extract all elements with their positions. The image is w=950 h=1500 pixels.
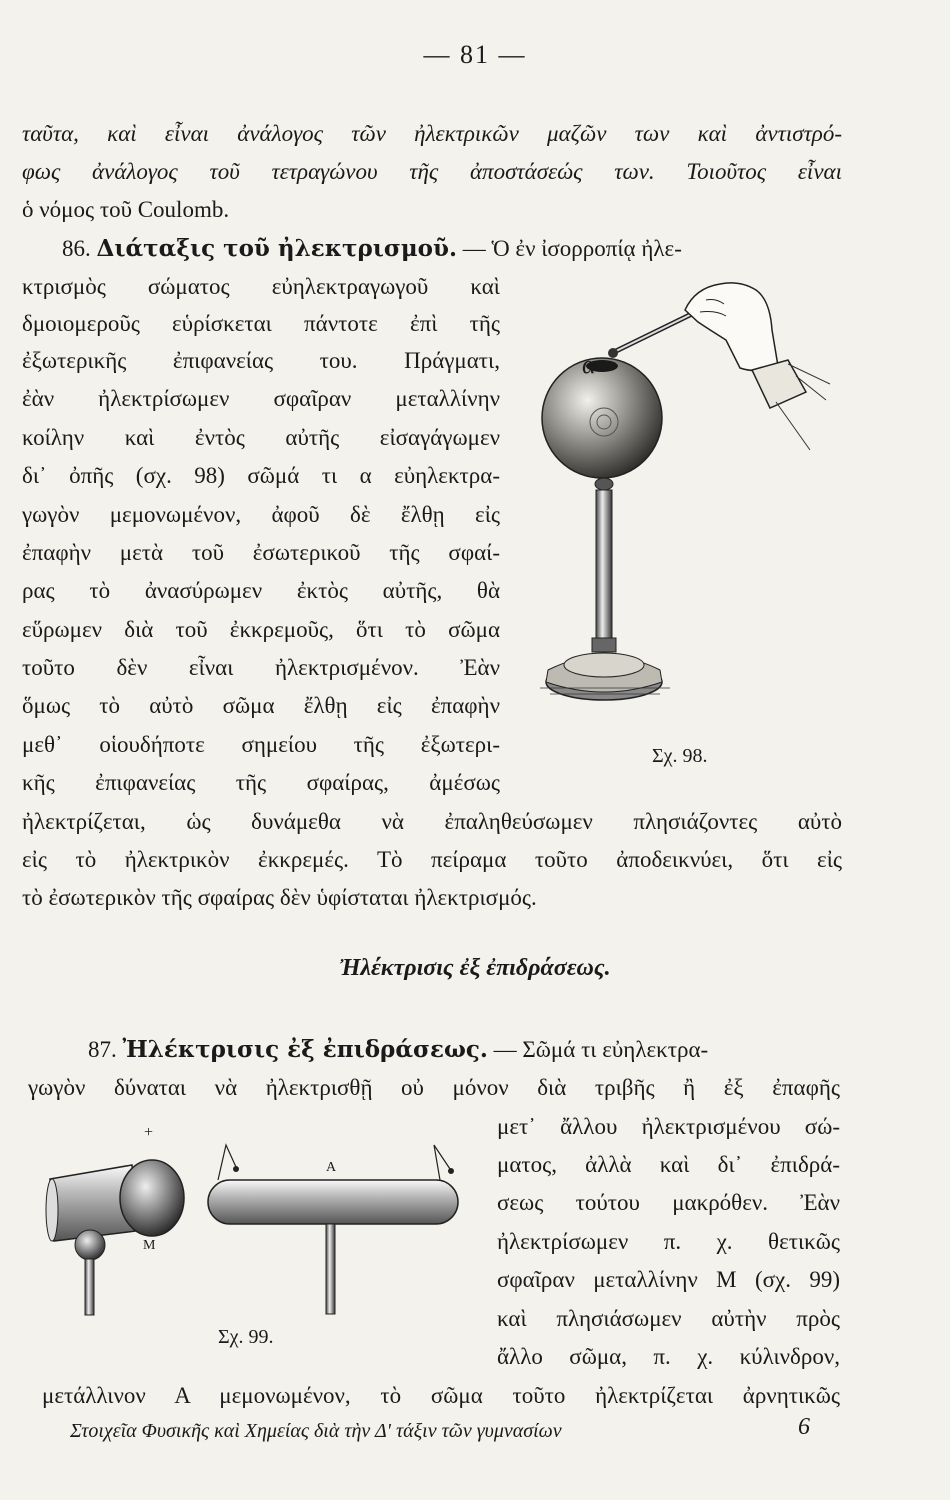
text-line: δι᾽ ὀπῆς (σχ. 98) σῶμά τι α εὐηλεκτρα- (22, 463, 500, 488)
section-86-heading (62, 233, 682, 265)
pendulum-right (434, 1145, 450, 1180)
text-line: τὸ ἐσωτερικὸν τῆς σφαίρας δὲν ὑφίσταται ἠλεκτρισμός. (22, 885, 537, 910)
text-line: γωγὸν δύναται νὰ ἠλεκτρισθῇ οὐ μόνον διὰ τριβῆς ἢ ἐξ ἐπαφῆς (28, 1075, 840, 1100)
section-87-heading (88, 1034, 708, 1066)
section-title: Ἠλέκτρισις ἐξ ἐπιδράσεως. (122, 1036, 488, 1063)
figure-98-caption: Σχ. 98. (652, 745, 708, 767)
sheet-number: 6 (798, 1414, 810, 1440)
hand (685, 283, 778, 371)
text-line: εἰς τὸ ἠλεκτρικὸν ἐκκρεμές. Τὸ πείραμα τοῦτο ἀποδεικνύει, ὅτι εἰς (22, 847, 842, 872)
sphere-m (120, 1160, 184, 1236)
cylinder-stand (326, 1224, 335, 1314)
text-line: μεθ᾽ οἱουδήποτε σημείου τῆς ἐξωτερι- (22, 732, 500, 757)
text-line: μετάλλινον Α μεμονωμένον, τὸ σῶμα τοῦτο ἠλεκτρίζεται ἀρνητικῶς (42, 1383, 840, 1408)
figure-99-caption: Σχ. 99. (218, 1326, 274, 1348)
insulating-stand (596, 490, 612, 640)
text-line: ὅμως τὸ αὐτὸ σῶμα ἔλθῃ εἰς ἐπαφὴν (22, 693, 500, 718)
probe-body (608, 348, 618, 358)
text-line: ρας τὸ ἀνασύρωμεν ἐκτὸς αὐτῆς, θὰ (22, 578, 500, 603)
text-line: τοῦτο δὲν εἶναι ἠλεκτρισμένον. Ἐὰν (22, 655, 500, 680)
footer-text: Στοιχεῖα Φυσικῆς καὶ Χημείας διὰ τὴν Δ' τάξιν τῶν γυμνασίων (70, 1420, 562, 1442)
plus-sign: + (144, 1124, 154, 1141)
text-line: εὕρωμεν διὰ τοῦ ἐκκρεμοῦς, ὅτι τὸ σῶμα (22, 617, 500, 642)
text-line: ἐπαφὴν μετὰ τοῦ ἐσωτερικοῦ τῆς σφαί- (22, 540, 500, 565)
figure-99-label-a: A (326, 1160, 337, 1175)
section-lead: — Σῶμά τι εὐηλεκτρα- (493, 1037, 709, 1062)
text-line: ἠλεκτρίσωμεν π. χ. θετικῶς (497, 1229, 840, 1254)
text-line: γωγὸν μεμονωμένον, ἀφοῦ δὲ ἔλθῃ εἰς (22, 502, 500, 527)
figure-99-label-m: M (143, 1238, 156, 1253)
text-line: δμοιομεροῦς εὑρίσκεται πάντοτε ἐπὶ τῆς (22, 311, 500, 336)
sleeve-cuff (752, 360, 806, 408)
text-line: κτρισμὸς σώματος εὐηλεκτραγωγοῦ καὶ (22, 274, 500, 299)
section-number: 87. (88, 1037, 117, 1062)
section-lead: — Ὁ ἐν ἰσορροπίᾳ ἠλε- (462, 236, 682, 261)
text-line: κῆς ἐπιφανείας τῆς σφαίρας, ἀμέσως (22, 770, 500, 795)
cylinder-a (208, 1180, 458, 1224)
section-title: Διάταξις τοῦ ἠλεκτρισμοῦ. (96, 235, 457, 262)
text-line: ἐὰν ἠλεκτρίσωμεν σφαῖραν μεταλλίνην (22, 386, 500, 411)
text-line: σφαῖραν μεταλλίνην Μ (σχ. 99) (497, 1267, 840, 1292)
text-line: ἠλεκτρίζεται, ὡς δυνάμεθα νὰ ἐπαληθεύσωμεν πλησιάζοντες αὐτὸ (22, 809, 842, 834)
text-line: φως ἀνάλογος τοῦ τετραγώνου τῆς ἀποστάσεώς των. Τοιοῦτος εἶναι (22, 159, 842, 184)
page-footer (70, 1414, 810, 1443)
pendulum-left (218, 1145, 236, 1180)
hollow-sphere (542, 358, 662, 478)
text-line: ματος, ἀλλὰ καὶ δι᾽ ἐπιδρά- (497, 1152, 840, 1177)
figure-99 (40, 1124, 480, 1320)
text-line: μετ᾽ ἄλλου ἠλεκτρισμένου σώ- (497, 1114, 840, 1139)
text-line: ταῦτα, καὶ εἶναι ἀνάλογος τῶν ἠλεκτρικῶν μαζῶν των καὶ ἀντιστρό- (22, 121, 842, 146)
page-number: — 81 — (423, 40, 527, 69)
text-line: ἐξωτερικῆς ἐπιφανείας του. Πράγματι, (22, 348, 500, 373)
figure-98-label-a: α (582, 350, 596, 379)
support-knob (75, 1230, 105, 1260)
text-line: καὶ πλησιάσωμεν αὐτὴν πρὸς (497, 1306, 840, 1331)
text-line: ὁ νόμος τοῦ Coulomb. (22, 197, 230, 222)
text-line: κοίλην καὶ ἐντὸς αὐτῆς εἰσαγάγωμεν (22, 425, 500, 450)
subheading: Ἠλέκτρισις ἐξ ἐπιδράσεως. (339, 955, 611, 981)
text-line: ἄλλο σῶμα, π. χ. κύλινδρον, (497, 1344, 840, 1369)
figure-98 (520, 270, 850, 730)
text-line: σεως τούτου μακρόθεν. Ἐὰν (497, 1190, 840, 1215)
section-number: 86. (62, 236, 91, 261)
